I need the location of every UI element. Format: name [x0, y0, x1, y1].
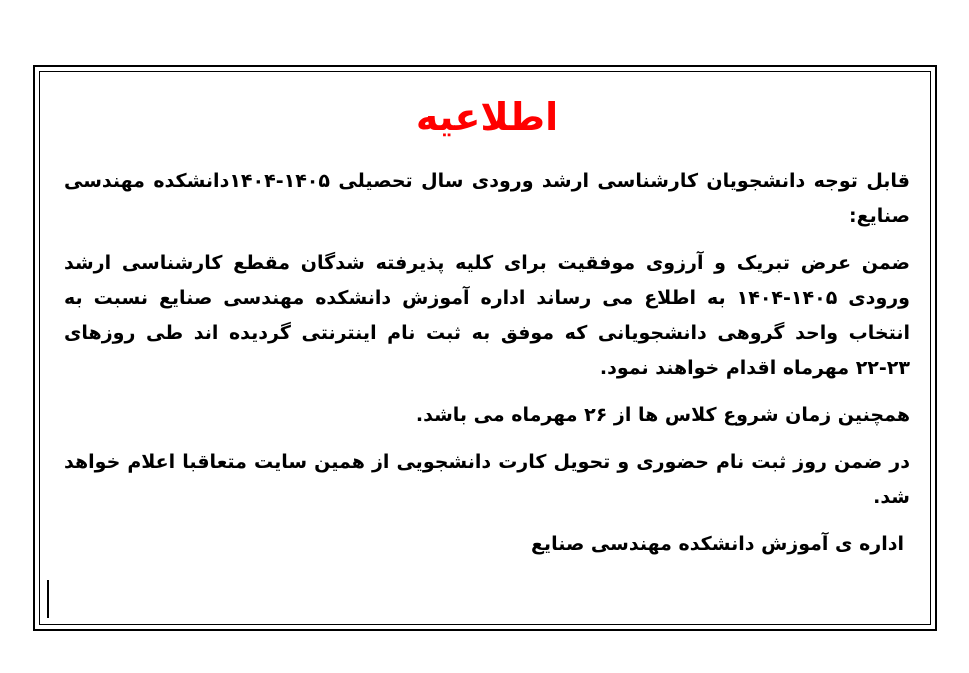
paragraph-addressee: قابل توجه دانشجویان کارشناسی ارشد ورودی سال تحصیلی ۱۴۰۵-۱۴۰۴دانشکده مهندسی صنایع: — [64, 170, 910, 227]
paragraph-main: ضمن عرض تبریک و آرزوی موفقیت برای کلیه پذیرفته شدگان مقطع کارشناسی ارشد ورودی ۱۴۰۵-۱۴۰۴ به اطلاع می رساند اداره آموزش دانشکده مهندسی صنایع نسبت به انتخاب واحد گروهی دانشجویانی که موفق به ثبت نام اینترنتی گردیده اند طی روزهای ۲۳-۲۲ مهرماه اقدام خواهند نمود. — [64, 252, 910, 379]
outer-border — [33, 65, 937, 631]
signature: اداره ی آموزش دانشکده مهندسی صنایع — [530, 533, 904, 555]
inner-border — [39, 71, 931, 625]
announcement-body — [64, 92, 910, 614]
text-cursor — [47, 580, 49, 618]
paragraph-class-start: همچنین زمان شروع کلاس ها از ۲۶ مهرماه می باشد. — [415, 404, 910, 426]
paragraph-registration: در ضمن روز ثبت نام حضوری و تحویل کارت دانشجویی از همین سایت متعاقبا اعلام خواهد شد. — [64, 451, 910, 508]
announcement-title: اطلاعیه — [415, 95, 559, 139]
